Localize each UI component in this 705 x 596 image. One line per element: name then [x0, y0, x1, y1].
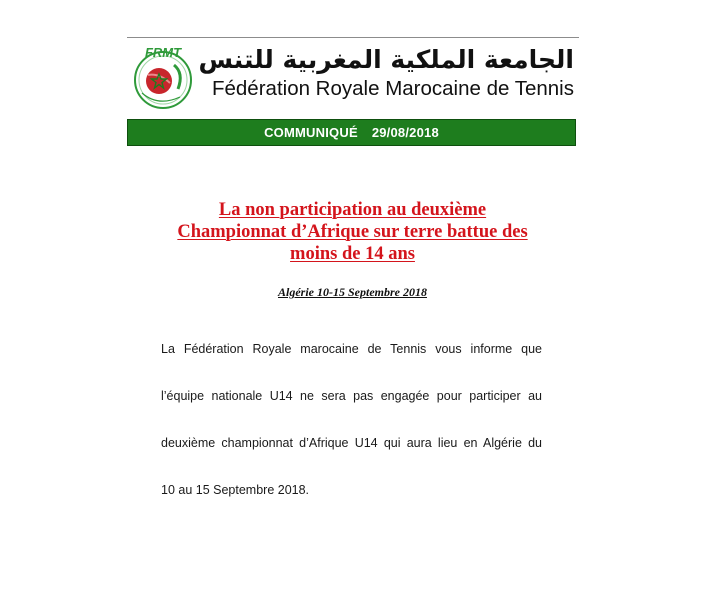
communique-banner [127, 119, 576, 146]
banner-date: 29/08/2018 [371, 125, 439, 140]
header-divider [127, 37, 579, 38]
frmt-logo [128, 43, 198, 113]
french-federation-name: Fédération Royale Marocaine de Tennis [211, 77, 574, 100]
headline-line: moins de 14 ans [290, 244, 415, 264]
headline-line: La non participation au deuxième [218, 200, 487, 220]
body-line: deuxième championnat d’Afrique U14 qui aura lieu en Algérie du [161, 436, 542, 450]
body-line: l’équipe nationale U14 ne sera pas engagée pour participer au [161, 389, 542, 403]
logo-text: FRMT [144, 45, 182, 60]
arabic-federation-name: الجامعة الملكية المغربية للتنس [198, 45, 574, 74]
body-line: La Fédération Royale marocaine de Tennis vous informe que [161, 342, 542, 356]
banner-label: COMMUNIQUÉ [264, 125, 358, 140]
headline [140, 199, 565, 265]
body-line: 10 au 15 Septembre 2018. [161, 483, 310, 497]
headline-line: Championnat d’Afrique sur terre battue des [177, 222, 528, 242]
event-subtitle: Algérie 10-15 Septembre 2018 [278, 285, 427, 299]
